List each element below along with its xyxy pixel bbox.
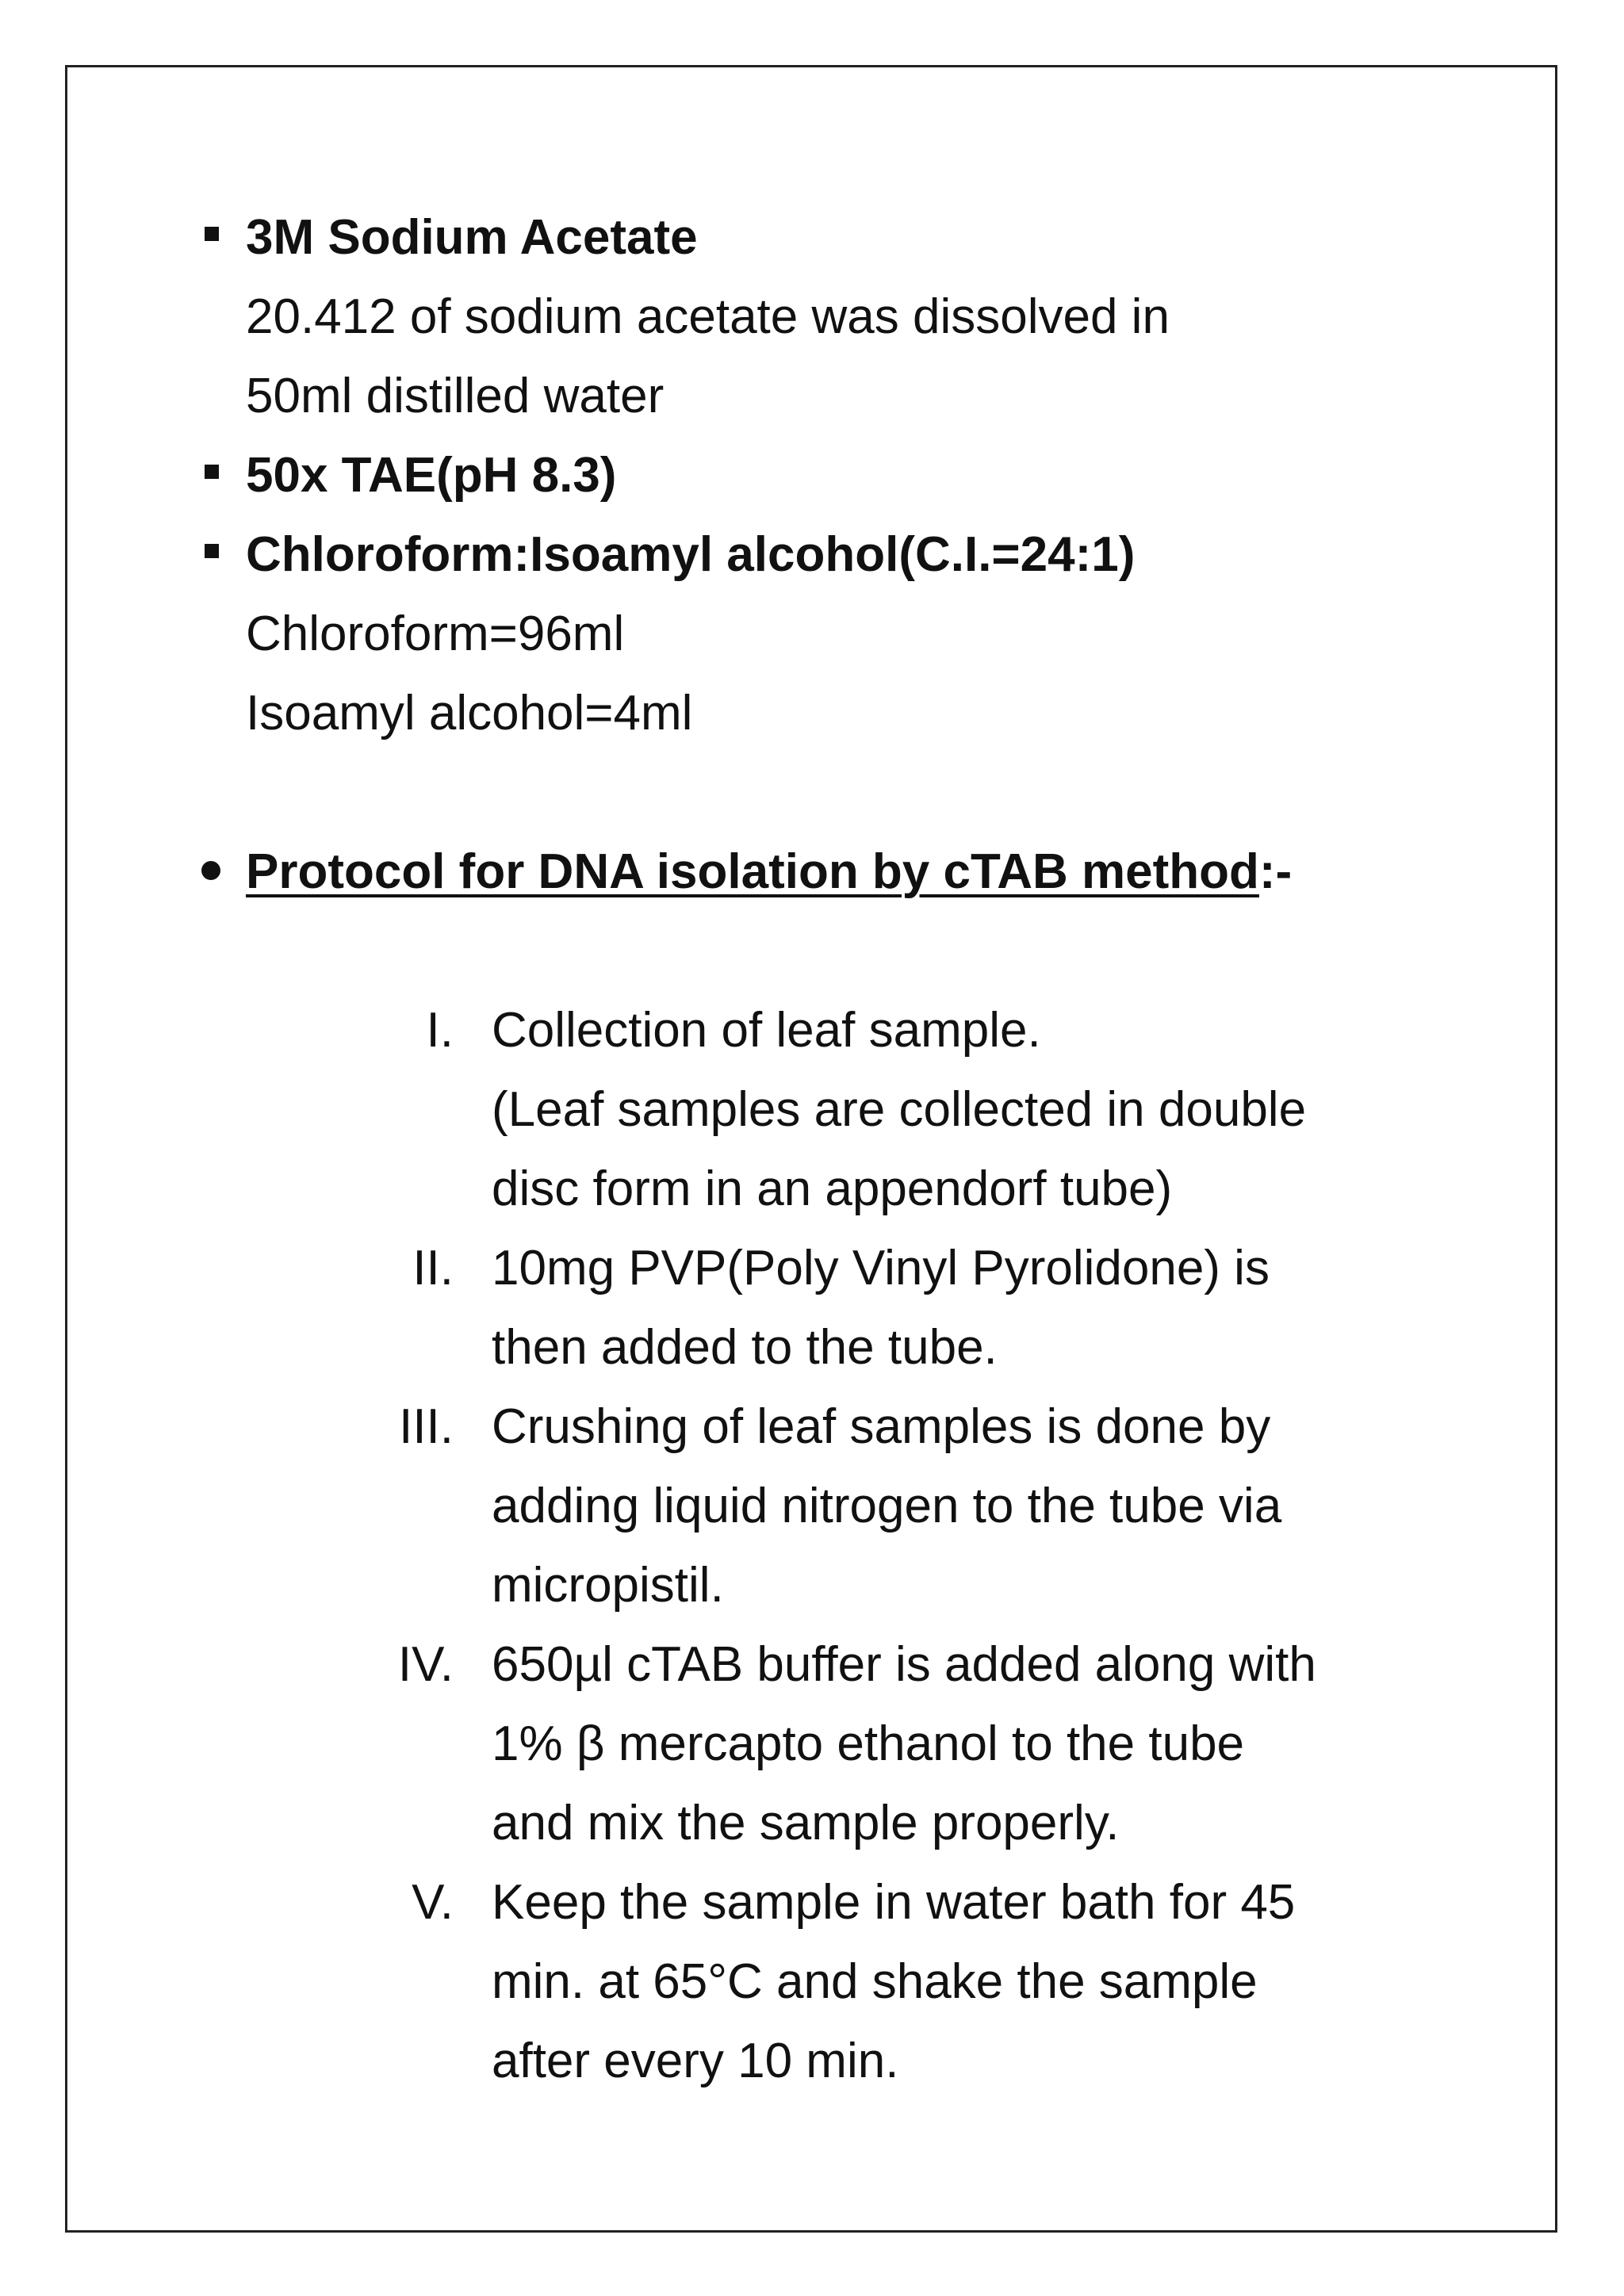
protocol-step [246,1863,1483,2101]
step-numeral: IV. [397,1637,454,1692]
protocol-step [246,991,1483,1229]
step-text: Collection of leaf sample. [492,1003,1041,1058]
section-spacer [246,753,1483,832]
reagent-title: 50x TAE(pH 8.3) [246,448,617,503]
step-text: 10mg PVP(Poly Vinyl Pyrolidone) is [492,1241,1270,1295]
step-text: disc form in an appendorf tube) [492,1161,1173,1216]
reagent-title: 3M Sodium Acetate [246,210,698,265]
step-numeral: V. [412,1875,454,1930]
reagent-detail: 20.412 of sodium acetate was dissolved in [246,289,1170,344]
protocol-heading-text: Protocol for DNA isolation by cTAB method [246,844,1259,899]
square-bullet-icon [205,227,219,241]
reagent-detail: Chloroform=96ml [246,607,625,661]
step-text: after every 10 min. [492,2034,899,2088]
step-text: 1% β mercapto ethanol to the tube [492,1716,1245,1771]
reagent-detail: 50ml distilled water [246,369,665,423]
reagent-title: Chloroform:Isoamyl alcohol(C.I.=24:1) [246,527,1136,582]
round-bullet-icon [201,861,220,880]
step-numeral: I. [426,1003,454,1058]
step-text: 650µl cTAB buffer is added along with [492,1637,1316,1692]
step-text: adding liquid nitrogen to the tube via [492,1479,1282,1533]
step-text: (Leaf samples are collected in double [492,1082,1307,1137]
reagent-detail: Isoamyl alcohol=4ml [246,686,693,740]
document-body [246,198,1483,2150]
reagent-item [246,436,1483,515]
step-text: then added to the tube. [492,1320,998,1375]
protocol-step [246,1229,1483,1387]
step-numeral: II. [412,1241,454,1295]
protocol-steps [246,991,1483,2101]
protocol-heading-suffix: :- [1258,844,1293,899]
step-text: and mix the sample properly. [492,1796,1120,1850]
step-text: Crushing of leaf samples is done by [492,1399,1271,1454]
step-text: Keep the sample in water bath for 45 [492,1875,1296,1930]
square-bullet-icon [205,465,219,479]
step-text: min. at 65°C and shake the sample [492,1954,1258,2009]
step-text: micropistil. [492,1558,724,1613]
protocol-step [246,1625,1483,1863]
square-bullet-icon [205,544,219,558]
reagent-item [246,198,1483,436]
step-numeral: III. [399,1399,454,1454]
protocol-step [246,1387,1483,1625]
protocol-heading [246,832,1483,912]
reagent-item [246,515,1483,753]
